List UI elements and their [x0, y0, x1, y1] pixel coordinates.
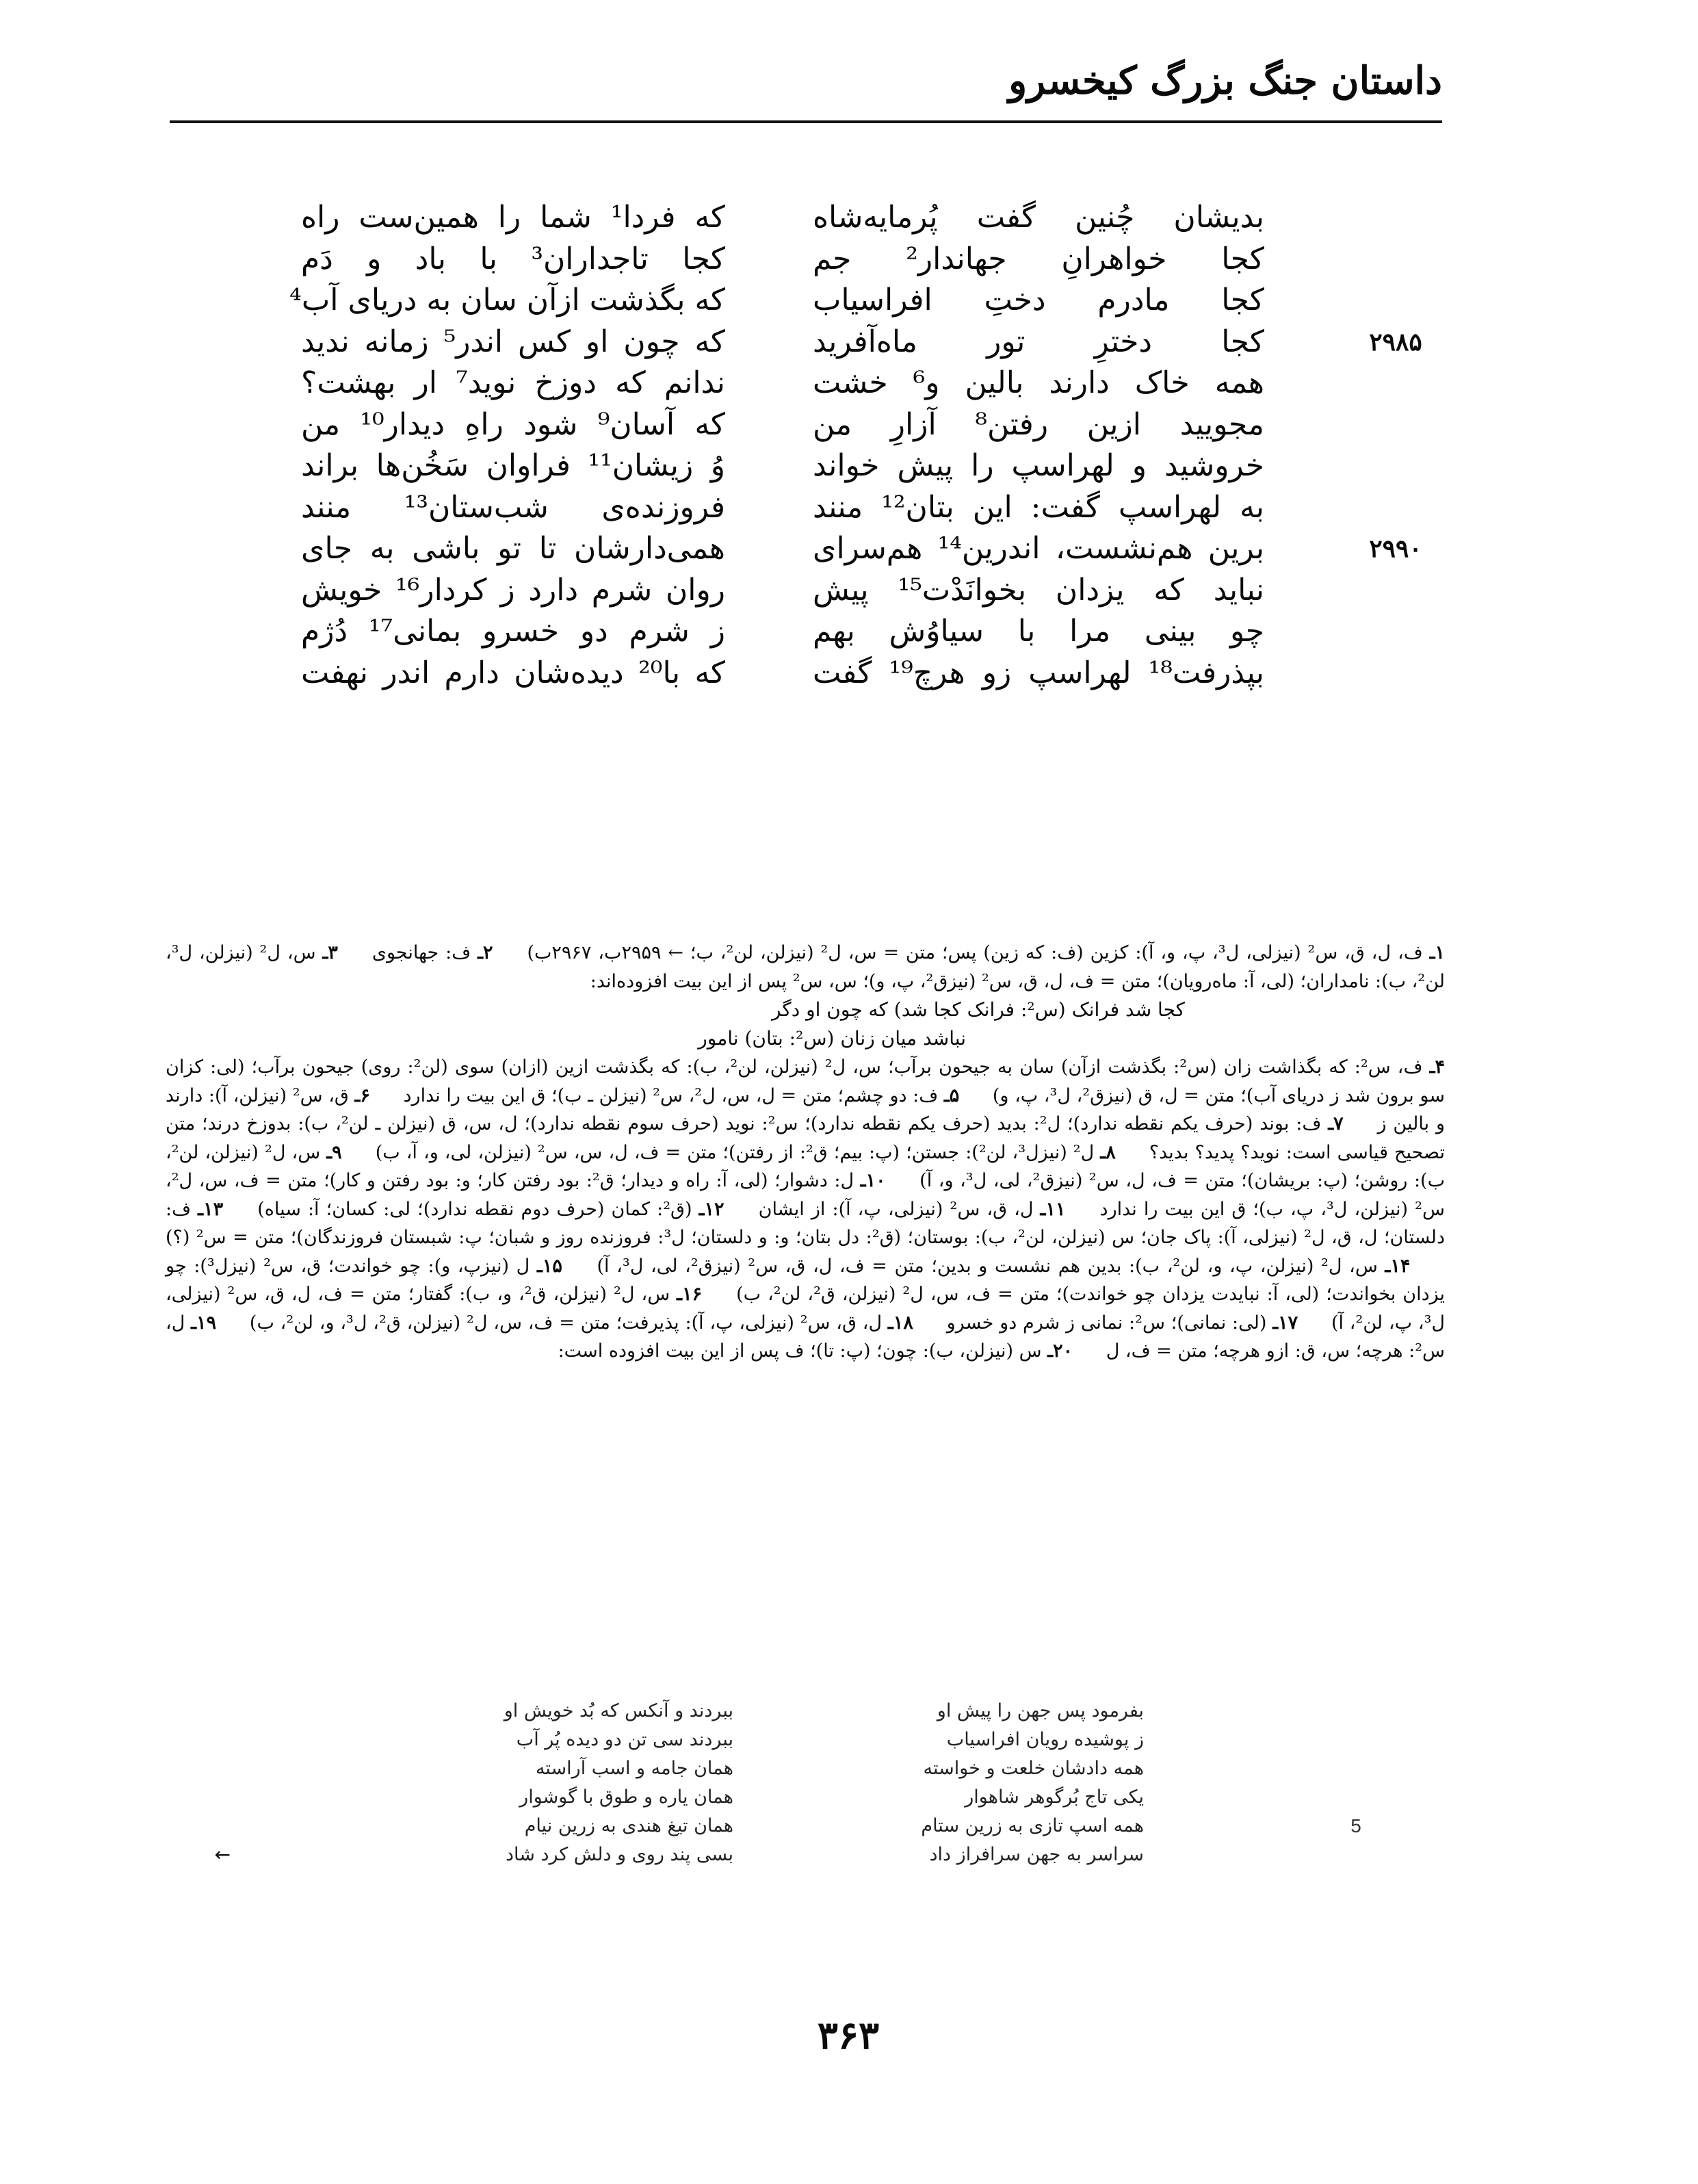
page-number: ۳۶۳	[817, 2013, 880, 2058]
footnotes-apparatus	[166, 939, 1445, 1366]
continue-arrow-icon: ←	[214, 1843, 231, 1866]
hemistich-first: بدیشان چُنین گفت پُرمایه‌شاه	[813, 200, 1264, 235]
footnote	[558, 1340, 1073, 1362]
footnote-text: ق، س² (نیزلن، آ): دارند و بالین ز	[166, 1084, 1445, 1134]
footnote-text: ل² (نیزل³، لن²): جستن؛ (پ: بیم؛ ق²: از رفتن)؛ متن = ف، ل، س، س² (نیزلن، لی، و، آ، ب)	[375, 1141, 1095, 1163]
footnote-number: ۱۱ـ	[1040, 1198, 1066, 1220]
hemistich-second: که بگذشت ازآن سان به دریای آب⁴	[289, 283, 725, 317]
added-verse-row	[166, 1812, 1445, 1841]
hemistich-first: همه خاک دارند بالین و⁶ خشت	[813, 365, 1264, 400]
verse-row	[301, 570, 1437, 612]
footnote-number: ۲ـ	[478, 942, 493, 963]
hemistich-second: که آسان⁹ شود راهِ دیدار¹⁰ من	[301, 406, 725, 442]
verse-number: ۲۹۹۰	[1369, 534, 1422, 563]
footnote-number: ۱۶ـ	[677, 1284, 703, 1305]
footnote-text: ل: دشوار؛ (لی، آ: راه و دیدار؛ ق²: بود رفتن کار؛ و: بود رفتن و کار)؛ متن = ف، س، ل²، س² (نیزلن، ل³، پ، ب)؛ ق این بیت را ندارد	[166, 1170, 1445, 1220]
inset-verse-line: کجا شد فرانک (س²: فرانک کجا شد) که چون او دگر	[771, 998, 1185, 1021]
footnote	[527, 942, 1445, 963]
added-hemistich-first: همه دادشان خلعت و خواسته	[923, 1758, 1144, 1779]
footnote-text: ل، س²: هرچه؛ س، ق: ازو هرچه؛ متن = ف، ل	[166, 1312, 1445, 1362]
footnote-number: ۱۴ـ	[1385, 1255, 1411, 1277]
inset-verse-line: نباشد میان زنان (س²: بتان) نامور	[698, 1027, 966, 1050]
verse-row	[301, 239, 1437, 281]
footnote-number: ۶ـ	[354, 1084, 370, 1106]
footnote-paragraph	[166, 939, 1445, 996]
footnote-text: س، ل² (نیزلن، لن²، ب): روشن؛ (پ: بریشان)؛ متن = ف، ل، س² (نیزق²، لی، ل³، و، آ)	[166, 1141, 1446, 1191]
verse-row	[289, 280, 1437, 322]
footnote-number: ۱ـ	[1429, 942, 1446, 963]
verse-row	[301, 445, 1437, 487]
footnote	[372, 942, 493, 963]
added-hemistich-first: ز پوشیده رویان افراسیاب	[946, 1729, 1144, 1750]
footnote-text: س، ل² (نیزلن، پ، و، لن²، ب): بدین هم نشست و بدین؛ متن = ف، ل، ق، س² (نیزق²، لی، ل³، آ)	[597, 1255, 1378, 1277]
added-hemistich-first: بفرمود پس جهن را پیش او	[937, 1700, 1144, 1721]
footnote	[257, 1199, 724, 1220]
footnote-paragraph	[166, 1053, 1445, 1366]
hemistich-first: برین هم‌نشست، اندرین¹⁴ هم‌سرای	[813, 531, 1265, 566]
hemistich-second: روان شرم دارد ز کردار¹⁶ خویش	[301, 572, 725, 608]
added-hemistich-second: همان یاره و طوق با گوشوار	[519, 1786, 733, 1808]
verse-row	[301, 363, 1437, 404]
verse-row	[301, 653, 1437, 694]
footnote-text: ف: دلستان؛ ل، ق، ل² (نیزلی، آ): پاک جان؛ س (نیزلن، لن²، ب): بوستان؛ (ق²: دل بتان؛ و: و دلستان؛ ل³: فروزنده روز و شبان؛ پ: شبستان فروزندگان)؛ متن = س² (؟)	[166, 1198, 1445, 1248]
verse-row	[301, 322, 1437, 363]
footnote-text: ف: بوند (حرف یکم نقطه ندارد)؛ ل²: بدید (حرف یکم نقطه ندارد)؛ س²: نوید (حرف سوم نقطه ندارد)؛ ل، س، ق (نیزلن ـ لن²، ب): بدوزخ درند؛ متن تصحیح قیاسی است: نوید؟ پدید؟ بدید؟	[166, 1113, 1445, 1163]
footnote-text: ف، ل، ق، س² (نیزلی، ل³، پ، و، آ): کزین (ف: که زین) پس؛ متن = س، ل² (نیزلن، لن²، ب؛ ← ۲۹۵۹ب، ۲۹۶۷ب)	[527, 942, 1423, 963]
footnote	[597, 1256, 1411, 1277]
footnote-number: ۱۸ـ	[887, 1312, 913, 1334]
footnote	[759, 1199, 1066, 1220]
hemistich-second: که با²⁰ دیده‌شان دارم اندر نهفت	[301, 655, 725, 690]
footnote-number: ۱۲ـ	[698, 1198, 724, 1220]
footnote-text: (لی: نمانی)؛ س²: نمانی ز شرم دو خسرو	[946, 1312, 1267, 1334]
added-verse-row	[166, 1783, 1445, 1812]
footnote-text: ف: دو چشم؛ متن = ل، س، ل²، س² (نیزلن ـ ب)؛ ق این بیت را ندارد	[403, 1084, 939, 1106]
hemistich-second: ز شرم دو خسرو بمانی¹⁷ دُژم	[301, 614, 725, 649]
added-verse-row	[166, 1841, 1445, 1869]
footnote-text: س (نیزلن، ب): چون؛ (پ: تا)؛ ف پس از این بیت افزوده است:	[558, 1340, 1042, 1362]
added-verse-row	[166, 1754, 1445, 1783]
added-verses-block	[166, 1697, 1445, 1869]
verse-row	[301, 404, 1437, 446]
hemistich-first: بپذرفت¹⁸ لهراسپ زو هرچ¹⁹ گفت	[813, 655, 1264, 690]
footnote-number: ۱۹ـ	[191, 1312, 217, 1334]
footnote-number: ۹ـ	[326, 1141, 342, 1163]
footnote	[376, 1142, 1116, 1163]
verse-row	[301, 528, 1437, 570]
footnote-text: ف، س²: که بگذاشت زان (س²: بگذشت ازآن) سان به جیحون برآب؛ س، ل² (نیزلن، لن²، ب): که بگذشت ازین (ازان) سوی (لن²: روی) جیحون برآب؛ (لی: کزان سو برون شد ز دریای آب)؛ متن = ل، ق (نیزق²، ل³، پ، و)	[166, 1056, 1445, 1106]
hemistich-first: کجا دخترِ تور ماه‌آفرید	[813, 324, 1264, 359]
footnote-text: س، ل² (نیزلن، ق²، و، ب): گفتار؛ متن = ف، ل، ق، س² (نیزلی، ل³، پ، لن²، آ)	[166, 1284, 1446, 1334]
verse-number: ۲۹۸۵	[1369, 327, 1422, 356]
footnote	[947, 1312, 1298, 1334]
added-hemistich-first: همه اسپ تازی به زرین ستام	[921, 1815, 1144, 1836]
footnote-number: ۵ـ	[943, 1084, 960, 1106]
hemistich-first: مجویید ازین رفتن⁸ آزارِ من	[813, 406, 1264, 442]
footnote-number: ۸ـ	[1100, 1141, 1116, 1163]
hemistich-first: کجا خواهرانِ جهاندار² جم	[813, 241, 1264, 276]
hemistich-second: که چون او کس اندر⁵ زمانه ندید	[301, 324, 725, 359]
footnote-text: س، ل² (نیزلن، ل³، لن²، ب): نامداران؛ (لی، آ: ماه‌رویان)؛ متن = ف، ل، ق، س² (نیزق²، پ، و)؛ س، س² پس از این بیت افزوده‌اند:	[166, 942, 1445, 992]
footnote-number: ۱۷ـ	[1272, 1312, 1298, 1334]
footnote-number: ۱۰ـ	[860, 1170, 886, 1191]
added-hemistich-first: سراسر به جهن سرافراز داد	[929, 1844, 1144, 1865]
footnote-text: ل، ق، س² (نیزلی، پ، آ): پذیرفت؛ متن = ف، س، ل² (نیزلن، ق²، ل³، و، لن²، ب)	[249, 1312, 883, 1334]
hemistich-second: فروزنده‌ی شب‌ستان¹³ منند	[301, 489, 725, 525]
hemistich-first: چو بینی مرا با سیاوُش بهم	[813, 614, 1264, 649]
hemistich-second: وُ زیشان¹¹ فراوان سَخُن‌ها براند	[301, 448, 725, 483]
hemistich-first: خروشید و لهراسپ را پیش خواند	[813, 448, 1264, 483]
added-verse-row	[166, 1697, 1445, 1726]
book-section-title: داستان جنگ بزرگ کیخسرو	[1008, 58, 1442, 103]
footnote	[404, 1085, 960, 1106]
added-verse-row	[166, 1726, 1445, 1754]
hemistich-second: که فردا¹ شما را همین‌ست راه	[301, 200, 726, 235]
footnote-number: ۷ـ	[1328, 1113, 1344, 1134]
verse-row	[301, 611, 1437, 653]
verse-row	[301, 487, 1437, 529]
hemistich-second: ندانم که دوزخ نوید⁷ ار بهشت؟	[301, 365, 725, 400]
footnote-number: ۳ـ	[322, 942, 338, 963]
added-hemistich-first: یکی تاج بُرگوهر شاهوار	[965, 1786, 1144, 1808]
running-header	[170, 53, 1442, 108]
footnote	[250, 1312, 913, 1334]
footnote-text: (ق²: کمان (حرف دوم نقطه ندارد)؛ لی: کسان؛ آ: سیاه)	[257, 1198, 692, 1220]
added-hemistich-second: همان جامه و اسب آراسته	[535, 1758, 733, 1779]
added-line-number: 5	[1350, 1815, 1361, 1836]
verse-row	[301, 197, 1437, 239]
hemistich-second: همی‌دارشان تا تو باشی به جای	[301, 531, 725, 566]
footnote-number: ۴ـ	[1429, 1056, 1445, 1078]
footnote-text: ف: جهانجوی	[371, 942, 471, 963]
hemistich-second: کجا تاجداران³ با باد و دَم	[301, 241, 725, 276]
hemistich-first: نباید که یزدان بخوانَدْت¹⁵ پیش	[813, 572, 1264, 608]
footnote-number: ۱۳ـ	[198, 1198, 224, 1220]
added-hemistich-second: بسی پند روی و دلش کرد شاد	[505, 1844, 733, 1865]
footnote-number: ۲۰ـ	[1047, 1340, 1073, 1362]
footnote-text: ل (نیزپ، و): چو خواندت؛ ق، س² (نیزل³): چو یزدان بخواندت؛ (لی، آ: نبایدت یزدان چو خواندت)؛ متن = ف، س، ل² (نیزلن، ق²، لن²، ب)	[166, 1255, 1446, 1305]
footnote-text: ل، ق، س² (نیزلی، پ، آ): از ایشان	[758, 1198, 1034, 1220]
header-rule-divider	[170, 120, 1442, 123]
footnote-number: ۱۵ـ	[536, 1255, 562, 1277]
added-hemistich-second: ببردند سی تن دو دیده پُر آب	[516, 1729, 733, 1750]
hemistich-first: به لهراسپ گفت: این بتان¹² منند	[813, 489, 1264, 525]
added-hemistich-second: همان تیغ هندی به زرین نیام	[524, 1815, 733, 1836]
added-hemistich-second: ببردند و آنکس که بُد خویش او	[504, 1700, 733, 1721]
verse-block	[289, 197, 1437, 694]
hemistich-first: کجا مادرم دختِ افراسیاب	[813, 283, 1264, 317]
